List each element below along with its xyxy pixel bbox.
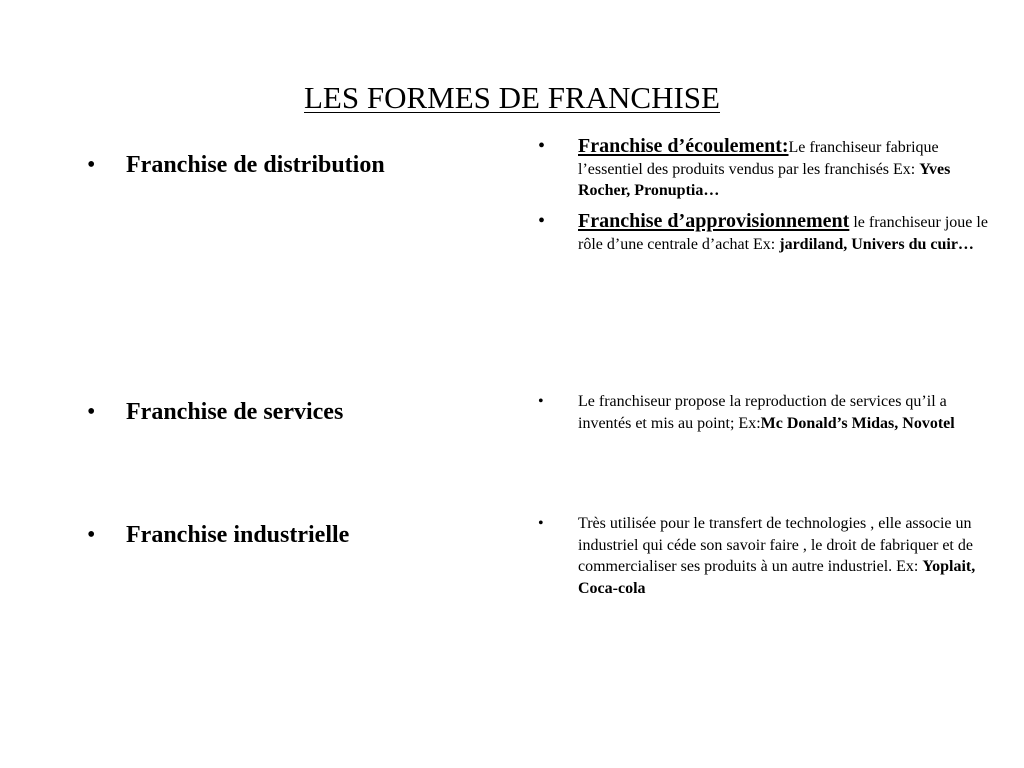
left-item-label: Franchise de distribution bbox=[126, 152, 385, 178]
description: le franchiseur joue le rôle d’une centrale d’achat Ex: bbox=[578, 214, 988, 253]
left-item-services bbox=[87, 399, 343, 426]
term-approvisionnement: Franchise d’approvisionnement bbox=[578, 210, 850, 232]
bullet: • bbox=[538, 210, 546, 232]
bullet: • bbox=[87, 399, 96, 425]
examples: Yves Rocher, Pronuptia… bbox=[578, 160, 951, 199]
examples: jardiland, Univers du cuir… bbox=[779, 235, 974, 253]
bullet: • bbox=[538, 135, 546, 157]
right-item-services bbox=[538, 391, 998, 434]
description: Le franchiseur fabrique l’essentiel des produits vendus par les franchisés Ex: bbox=[578, 139, 939, 178]
right-item-ecoulement bbox=[538, 136, 998, 202]
right-item-text bbox=[578, 513, 998, 599]
left-item-industrielle bbox=[87, 522, 349, 549]
examples: Mc Donald’s Midas, Novotel bbox=[760, 414, 955, 432]
bullet: • bbox=[538, 393, 544, 410]
description: Très utilisée pour le transfert de technologies , elle associe un industriel qui céde son savoir faire , le droit de fabriquer et de commercialiser ses produits à un autre industriel. Ex: bbox=[578, 515, 973, 575]
right-item-industrielle bbox=[538, 513, 998, 599]
right-item-text bbox=[578, 136, 998, 202]
left-item-distribution bbox=[87, 152, 385, 179]
examples: Yoplait, Coca-cola bbox=[578, 558, 976, 597]
left-item-label: Franchise de services bbox=[126, 399, 344, 425]
bullet: • bbox=[87, 522, 96, 548]
left-item-label: Franchise industrielle bbox=[126, 522, 350, 548]
right-item-approvisionnement bbox=[538, 211, 998, 255]
right-item-text bbox=[578, 211, 998, 255]
bullet: • bbox=[538, 515, 544, 532]
slide-title: LES FORMES DE FRANCHISE bbox=[304, 80, 720, 115]
term-ecoulement: Franchise d’écoulement: bbox=[578, 135, 789, 157]
description: Le franchiseur propose la reproduction de services qu’il a inventés et mis au point; Ex: bbox=[578, 393, 947, 432]
right-item-text bbox=[578, 391, 998, 434]
bullet: • bbox=[87, 152, 96, 178]
